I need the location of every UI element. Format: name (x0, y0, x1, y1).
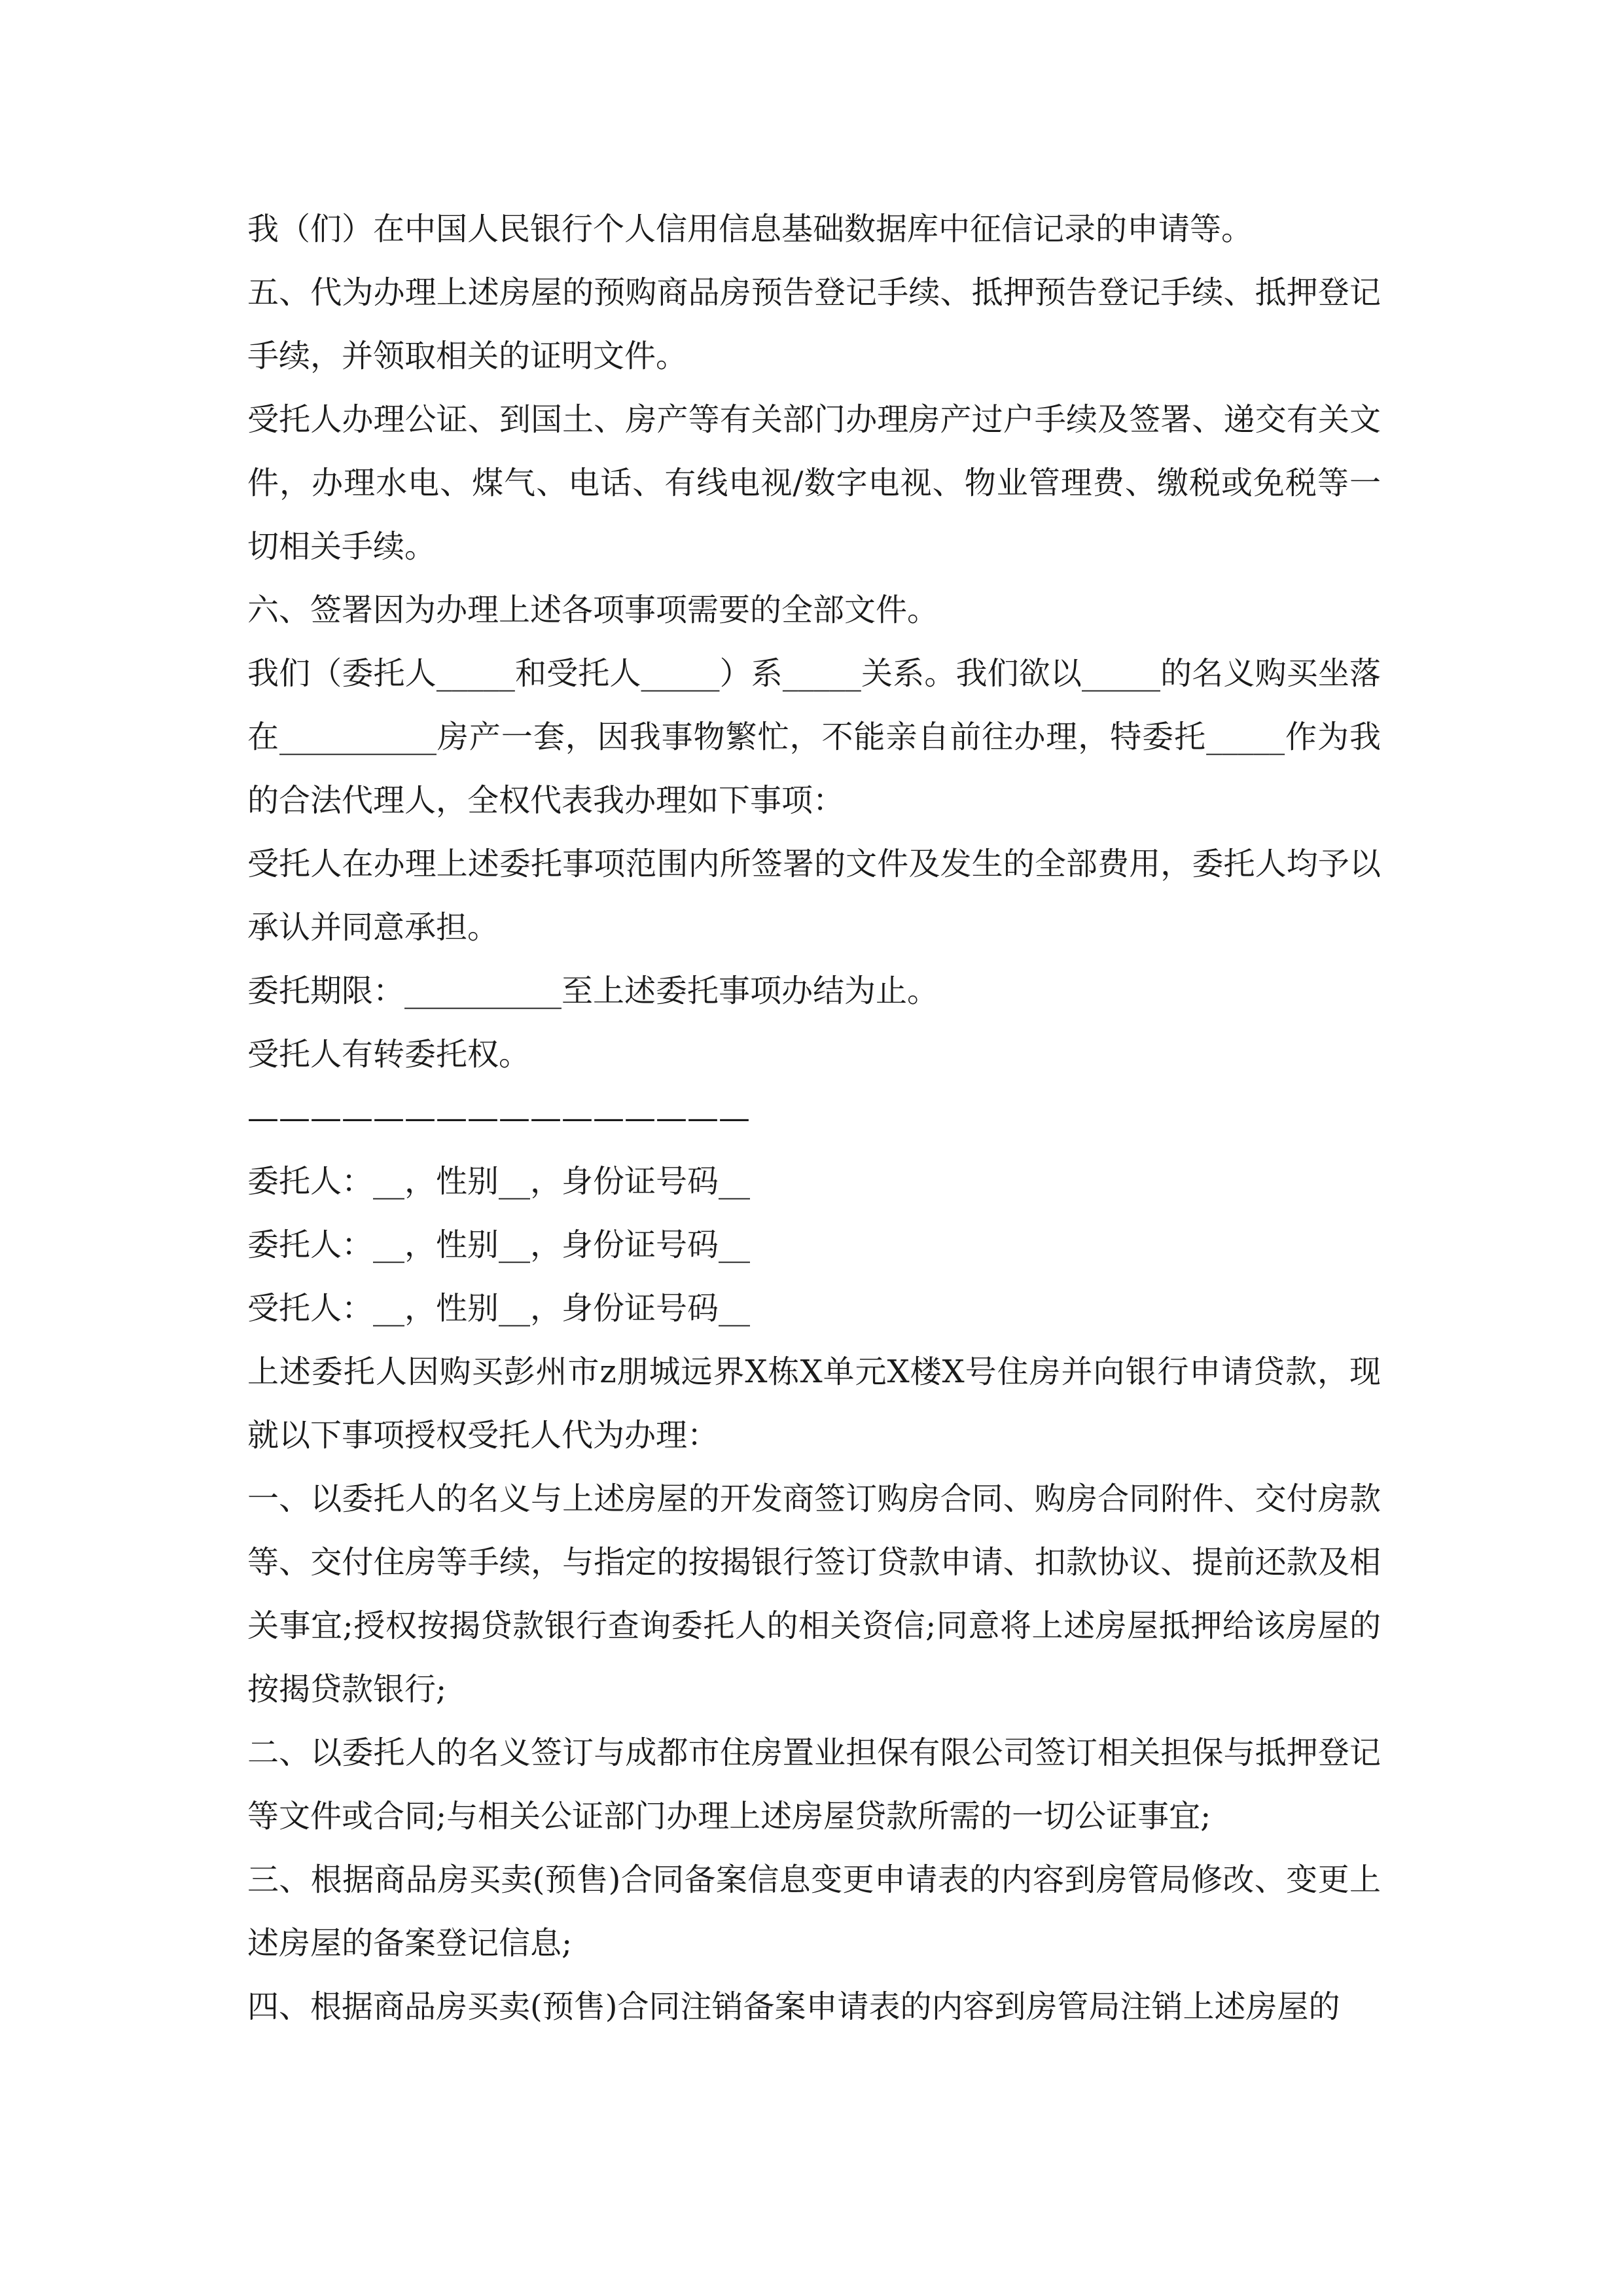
paragraph-item-two: 二、以委托人的名义签订与成都市住房置业担保有限公司签订相关担保与抵押登记等文件或合同;与相关公证部门办理上述房屋贷款所需的一切公证事宜; (247, 1734, 1381, 1835)
paragraph-sub-delegation: 受托人有转委托权。 (247, 1036, 531, 1073)
paragraph-relationship: 我们（委托人_____和受托人_____）系_____关系。我们欲以_____的名义购买坐落在__________房产一套，因我事物繁忙，不能亲自前往办理，特委托_____作为我的合法代理人，全权代表我办理如下事项： (247, 655, 1381, 819)
paragraph-item-one: 一、以委托人的名义与上述房屋的开发商签订购房合同、购房合同附件、交付房款等、交付住房等手续，与指定的按揭银行签订贷款申请、扣款协议、提前还款及相关事宜;授权按揭贷款银行查询委托人的相关资信;同意将上述房屋抵押给该房屋的按揭贷款银行; (247, 1480, 1381, 1708)
paragraph-loan-intro: 上述委托人因购买彭州市z朋城远界X栋X单元X楼X号住房并向银行申请贷款，现就以下事项授权受托人代为办理： (247, 1354, 1381, 1454)
party-line: 受托人：__，性别__，身份证号码__ (247, 1290, 751, 1327)
paragraph-item-six: 六、签署因为办理上述各项事项需要的全部文件。 (247, 592, 939, 628)
paragraph-term: 委托期限：__________至上述委托事项办结为止。 (247, 973, 939, 1009)
paragraph-credit-record: 我（们）在中国人民银行个人信用信息基础数据库中征信记录的申请等。 (247, 211, 1253, 247)
paragraph-item-four: 四、根据商品房买卖(预售)合同注销备案申请表的内容到房管局注销上述房屋的 (247, 1988, 1340, 2025)
paragraph-expenses: 受托人在办理上述委托事项范围内所签署的文件及发生的全部费用，委托人均予以承认并同意承担。 (247, 846, 1381, 946)
party-line: 委托人：__，性别__，身份证号码__ (247, 1163, 751, 1200)
paragraph-item-five: 五、代为办理上述房屋的预购商品房预告登记手续、抵押预告登记手续、抵押登记手续，并领取相关的证明文件。 (247, 274, 1381, 374)
party-line: 委托人：__，性别__，身份证号码__ (247, 1227, 751, 1263)
document-body (247, 198, 1381, 2039)
paragraph-item-three: 三、根据商品房买卖(预售)合同备案信息变更申请表的内容到房管局修改、变更上述房屋的备案登记信息; (247, 1861, 1381, 1962)
paragraph-notarization: 受托人办理公证、到国土、房产等有关部门办理房产过户手续及签署、递交有关文件，办理水电、煤气、电话、有线电视/数字电视、物业管理费、缴税或免税等一切相关手续。 (247, 401, 1381, 565)
separator-line: ———————————————— (247, 1100, 750, 1136)
